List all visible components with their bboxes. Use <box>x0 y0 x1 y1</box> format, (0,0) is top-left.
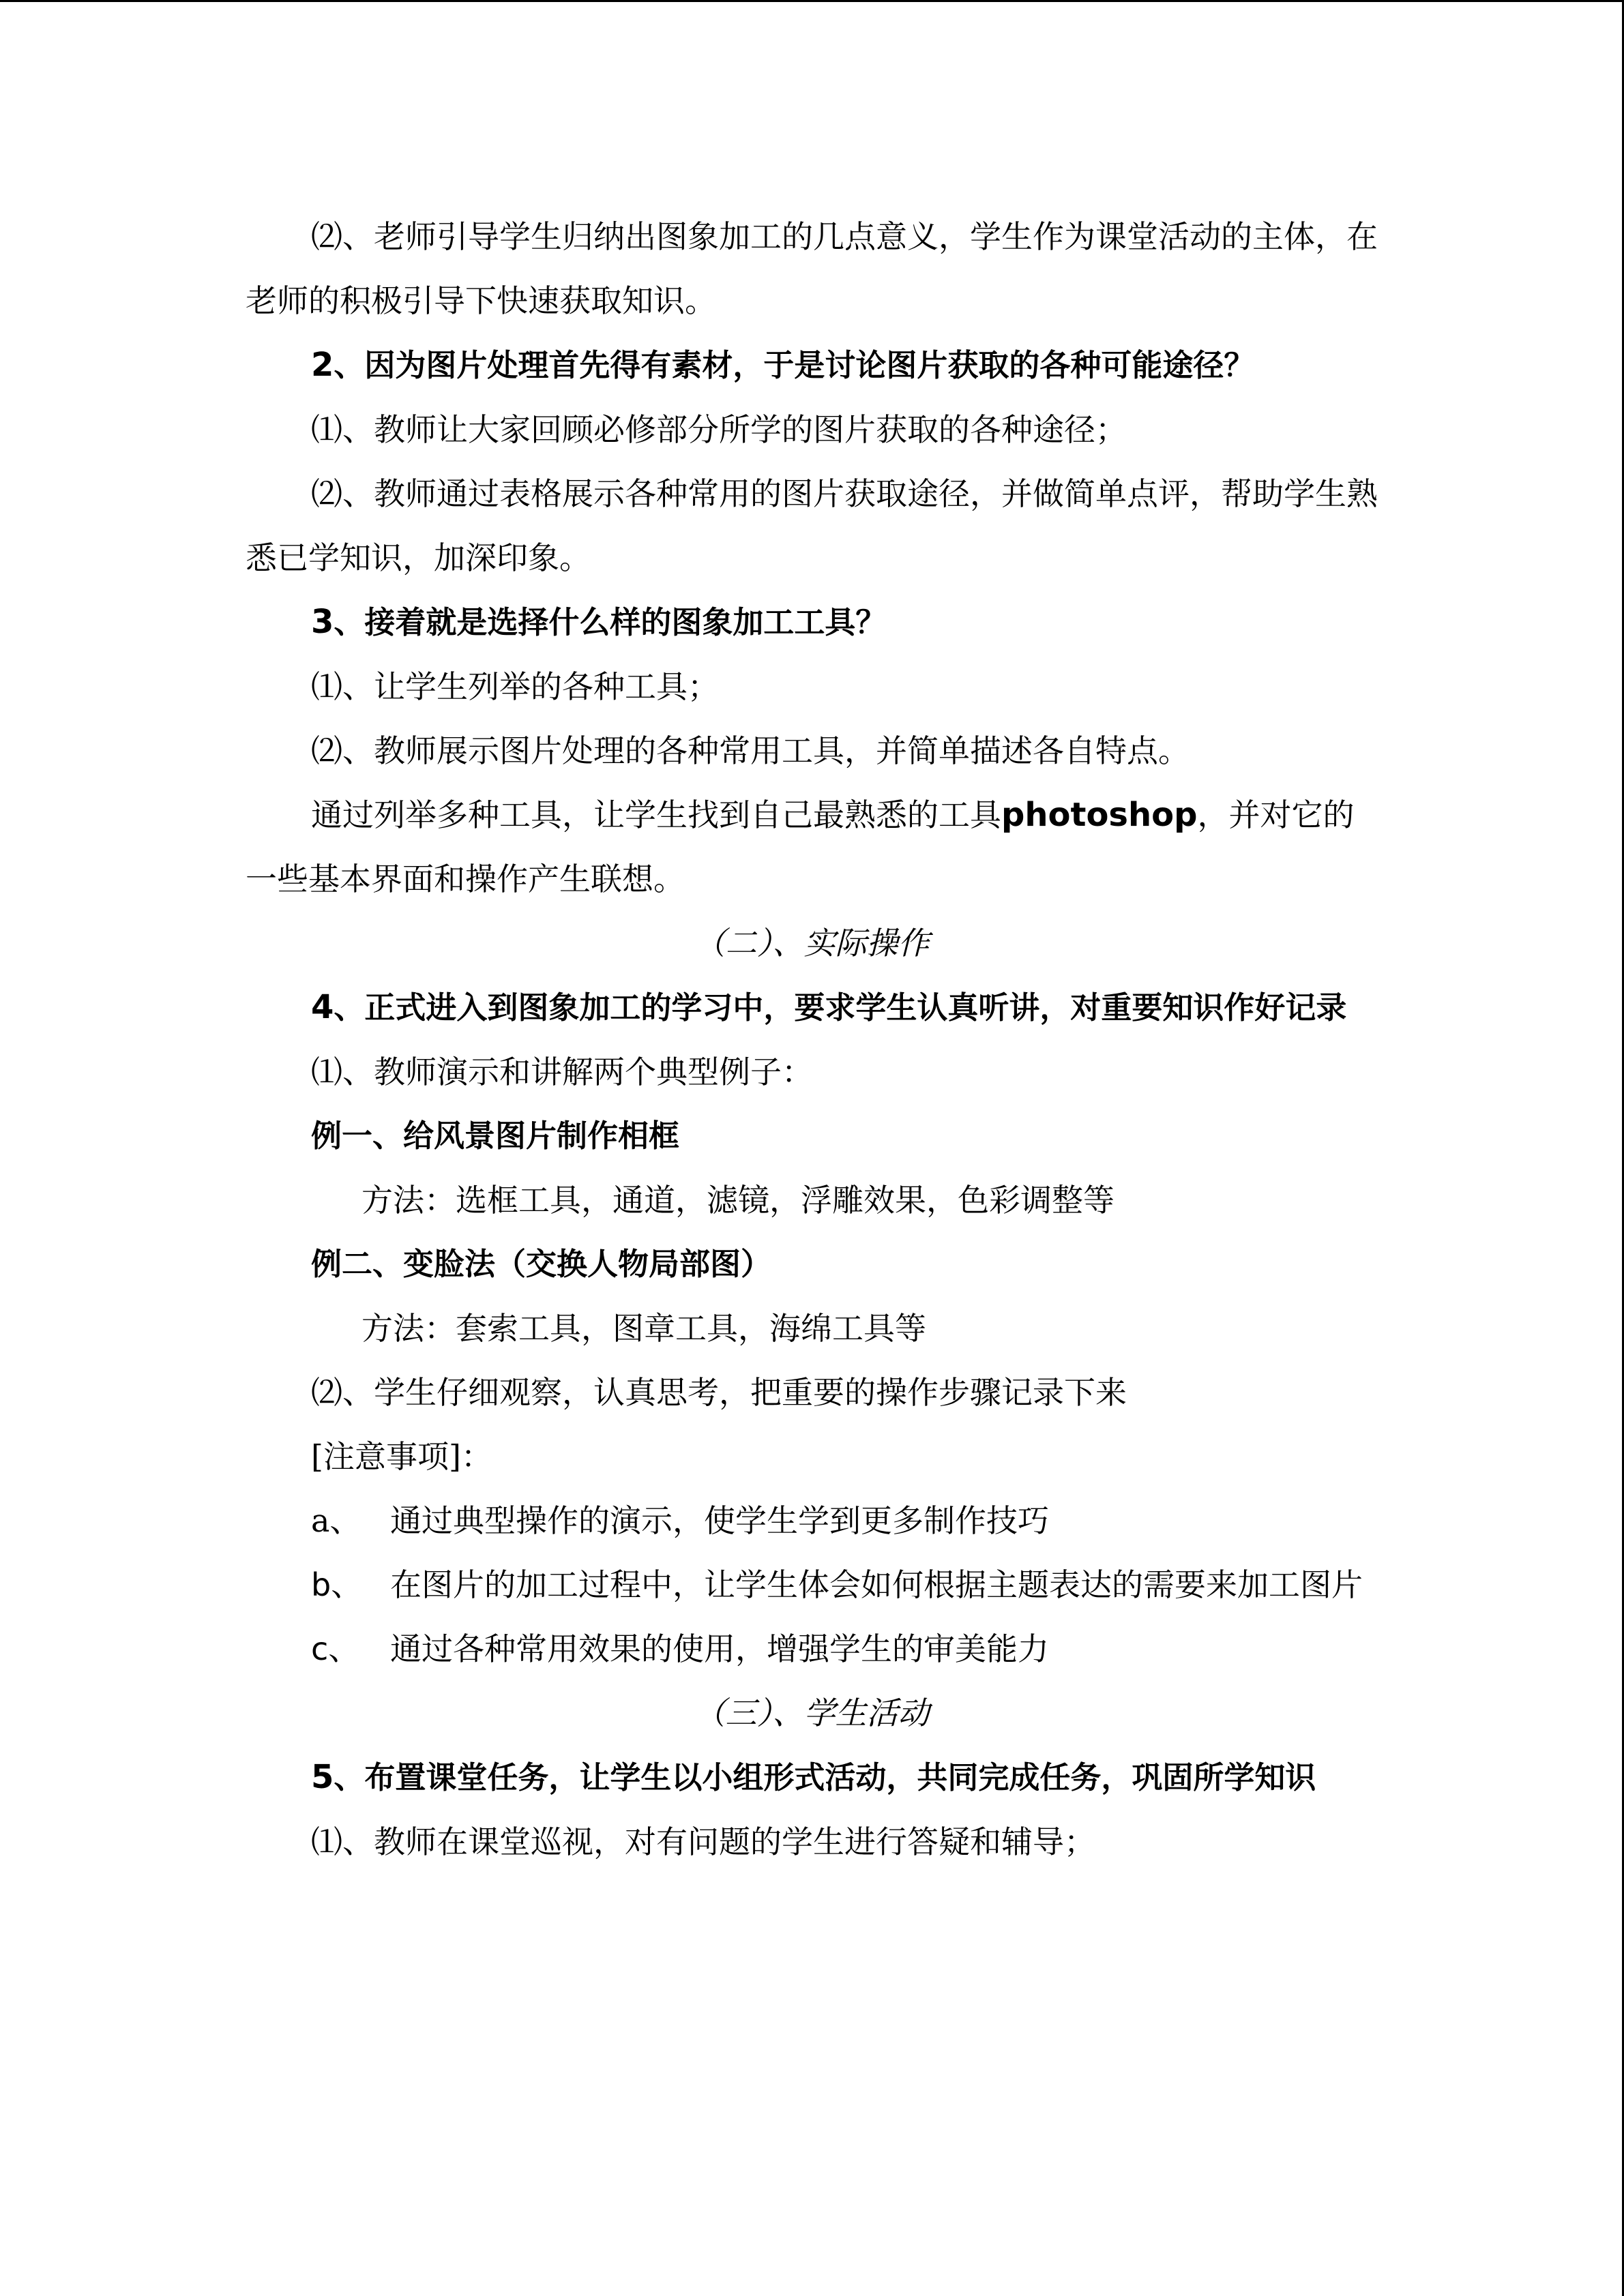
note-letter: c、 <box>311 1630 360 1667</box>
page-border-top <box>0 0 1624 2</box>
paragraph: ⑵、教师通过表格展示各种常用的图片获取途径，并做简单点评，帮助学生熟悉已学知识，加深印象。 <box>246 475 1378 576</box>
paragraph: ⑵、教师展示图片处理的各种常用工具，并简单描述各自特点。 <box>311 732 1190 769</box>
note-letter: b、 <box>311 1566 363 1603</box>
paragraph: ⑵、老师引导学生归纳出图象加工的几点意义，学生作为课堂活动的主体，在老师的积极引导下快速获取知识。 <box>246 218 1378 319</box>
paragraph: ⑴、教师演示和讲解两个典型例子： <box>311 1054 813 1090</box>
example-method: 方法：套索工具，图章工具，海绵工具等 <box>361 1310 926 1347</box>
heading-5 <box>246 1745 1378 1810</box>
note-item <box>246 1489 1378 1553</box>
paragraph: ⑴、教师让大家回顾必修部分所学的图片获取的各种途径； <box>311 411 1127 448</box>
example-title: 例二、变脸法（交换人物局部图） <box>311 1246 772 1282</box>
note-text: 通过典型操作的演示，使学生学到更多制作技巧 <box>390 1502 1049 1539</box>
paragraph: ⑴、让学生列举的各种工具； <box>311 668 719 705</box>
note-item <box>246 1617 1378 1681</box>
heading-number: 5 <box>311 1758 334 1796</box>
heading-number: 4 <box>311 988 334 1026</box>
paragraph: ⑵、学生仔细观察，认真思考，把重要的操作步骤记录下来 <box>311 1374 1127 1411</box>
section-title: （三）、学生活动 <box>694 1695 930 1731</box>
example-method: 方法：选框工具，通道，滤镜，浮雕效果，色彩调整等 <box>361 1182 1114 1219</box>
heading-number: 3 <box>311 603 334 641</box>
section-title: （二）、实际操作 <box>694 925 930 961</box>
example-title: 例一、给风景图片制作相框 <box>311 1118 680 1154</box>
heading-text: 、因为图片处理首先得有素材，于是讨论图片获取的各种可能途径？ <box>334 347 1255 383</box>
paragraph: ⑴、教师在课堂巡视，对有问题的学生进行答疑和辅导； <box>311 1823 1095 1860</box>
software-name: photoshop <box>1001 796 1198 834</box>
heading-2 <box>246 333 1378 398</box>
note-item <box>246 1553 1378 1617</box>
document-body <box>246 205 1378 1874</box>
note-letter: a、 <box>311 1502 361 1539</box>
note-text: 通过各种常用效果的使用，增强学生的审美能力 <box>390 1630 1049 1667</box>
note-text: 在图片的加工过程中，让学生体会如何根据主题表达的需要来加工图片 <box>390 1566 1363 1603</box>
heading-text: 、接着就是选择什么样的图象加工工具？ <box>334 604 887 640</box>
heading-text: 、正式进入到图象加工的学习中，要求学生认真听讲，对重要知识作好记录 <box>334 989 1347 1026</box>
heading-number: 2 <box>311 346 334 384</box>
notes-title: [注意事项]： <box>311 1438 492 1475</box>
text-run: 通过列举多种工具，让学生找到自己最熟悉的工具 <box>311 796 1001 833</box>
text-run: ，并对它的一些基本界面和操作产生联想。 <box>246 796 1355 897</box>
heading-3 <box>246 590 1378 655</box>
paragraph <box>246 783 1378 911</box>
heading-4 <box>246 975 1378 1040</box>
heading-text: 、布置课堂任务，让学生以小组形式活动，共同完成任务，巩固所学知识 <box>334 1759 1316 1795</box>
